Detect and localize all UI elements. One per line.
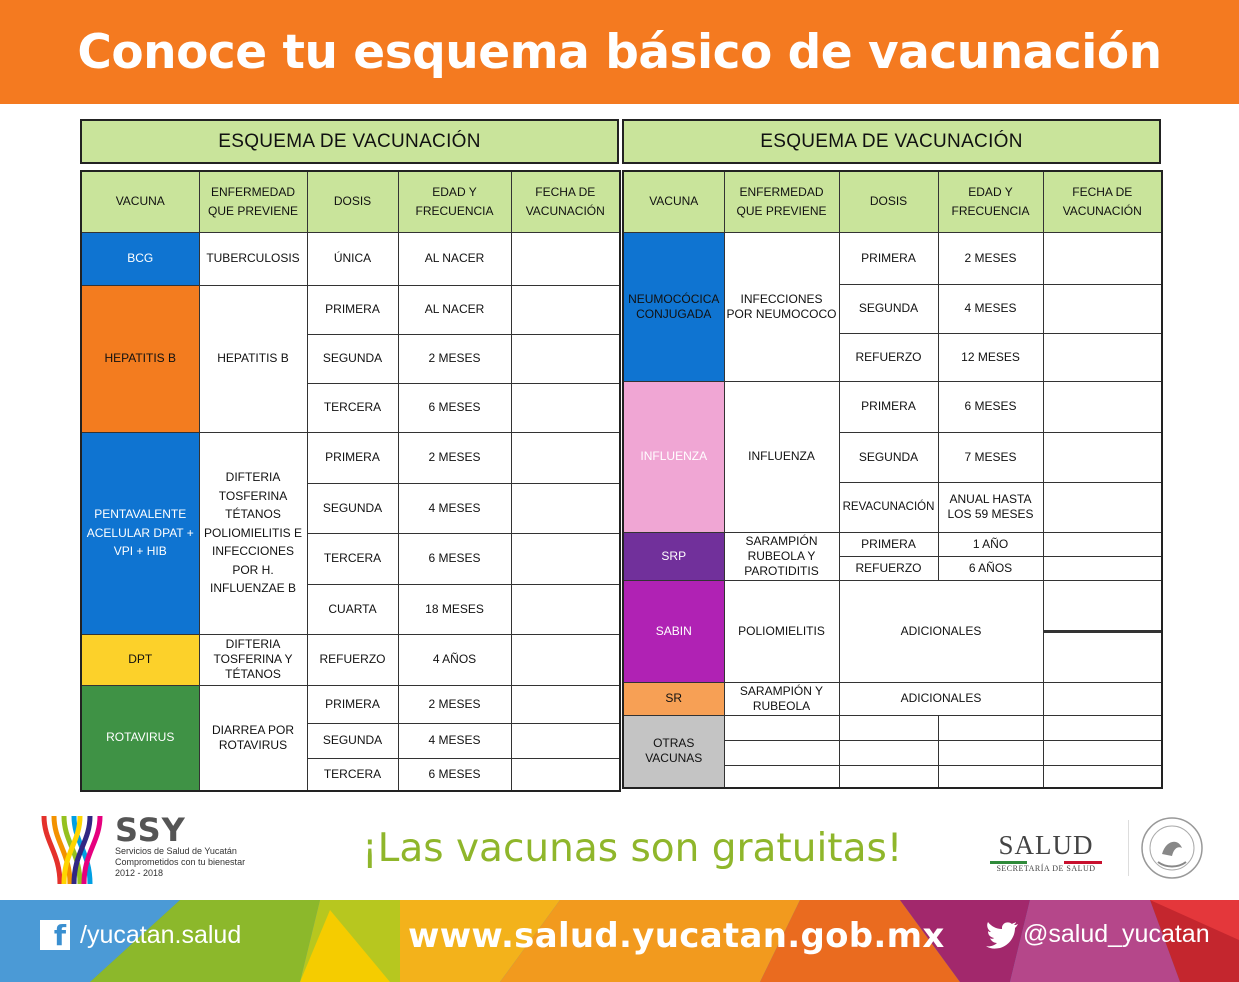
dose-cell: SEGUNDA: [307, 723, 398, 758]
vaccine-name: BCG: [81, 232, 199, 285]
disease-name: SARAMPIÓN Y RUBEOLA: [724, 682, 839, 715]
age-cell[interactable]: [938, 740, 1043, 765]
vaccine-name: SR: [623, 682, 724, 715]
age-cell: 6 MESES: [398, 383, 511, 432]
date-cell[interactable]: [511, 758, 620, 791]
disease-cell[interactable]: [724, 765, 839, 788]
table-header-row: [81, 171, 620, 232]
date-cell[interactable]: [1043, 284, 1162, 333]
table-row: [623, 232, 1162, 284]
disease-name: INFECCIONES POR NEUMOCOCO: [724, 232, 839, 381]
dose-cell: REFUERZO: [839, 333, 938, 381]
mexico-seal-icon: [1128, 810, 1204, 886]
ssy-years: 2012 - 2018: [115, 867, 164, 878]
vaccine-name: INFLUENZA: [623, 381, 724, 532]
table-row: [81, 432, 620, 483]
facebook-icon: f: [40, 920, 70, 950]
age-cell: 6 MESES: [938, 381, 1043, 432]
footer-logos: [0, 800, 1239, 900]
dose-cell: SEGUNDA: [839, 284, 938, 333]
age-cell: 4 MESES: [938, 284, 1043, 333]
age-cell: 7 MESES: [938, 432, 1043, 482]
col-fecha: FECHA DE VACUNACIÓN: [1043, 171, 1162, 232]
dose-cell: SEGUNDA: [839, 432, 938, 482]
salud-subtitle: SECRETARÍA DE SALUD: [996, 864, 1096, 873]
vaccine-name: SABIN: [623, 580, 724, 682]
vaccine-name: PENTAVALENTE ACELULAR DPAT + VPI + HIB: [81, 432, 199, 634]
dose-cell: TERCERA: [307, 758, 398, 791]
col-dosis: DOSIS: [307, 171, 398, 232]
disease-cell[interactable]: [724, 740, 839, 765]
dose-cell: REFUERZO: [839, 556, 938, 580]
ssy-text: [115, 811, 246, 878]
age-cell: 2 MESES: [938, 232, 1043, 284]
date-cell[interactable]: [511, 383, 620, 432]
age-cell[interactable]: [938, 715, 1043, 740]
age-cell: AL NACER: [398, 285, 511, 334]
col-vacuna: VACUNA: [81, 171, 199, 232]
date-cell[interactable]: [511, 685, 620, 723]
table-row: [81, 634, 620, 685]
date-cell[interactable]: [1043, 432, 1162, 482]
date-cell[interactable]: [1043, 715, 1162, 740]
dose-cell: ADICIONALES: [839, 580, 1043, 682]
date-cell[interactable]: [511, 723, 620, 758]
slogan: ¡Las vacunas son gratuitas!: [362, 826, 903, 871]
date-cell[interactable]: [511, 634, 620, 685]
dose-cell: PRIMERA: [839, 381, 938, 432]
dose-cell: REFUERZO: [307, 634, 398, 685]
dose-cell: PRIMERA: [839, 232, 938, 284]
dose-cell: PRIMERA: [307, 432, 398, 483]
vaccine-name: OTRAS VACUNAS: [623, 715, 724, 788]
age-cell: 18 MESES: [398, 584, 511, 634]
dose-cell[interactable]: [839, 765, 938, 788]
ssy-logo-icon: [40, 812, 104, 888]
salud-logo: [990, 830, 1102, 873]
disease-name: DIFTERIA TOSFERINA TÉTANOS POLIOMIELITIS E INFECCIONES POR H. INFLUENZAE B: [199, 432, 307, 634]
ssy-abbr: SSY: [115, 811, 186, 849]
salud-title: SALUD: [998, 830, 1094, 860]
table-row: [81, 685, 620, 723]
date-cell[interactable]: [1043, 482, 1162, 532]
vaccine-name: HEPATITIS B: [81, 285, 199, 432]
age-cell: 4 AÑOS: [398, 634, 511, 685]
age-cell: 4 MESES: [398, 483, 511, 533]
age-cell: 4 MESES: [398, 723, 511, 758]
age-cell: 1 AÑO: [938, 532, 1043, 556]
vaccine-name: ROTAVIRUS: [81, 685, 199, 791]
twitter-link[interactable]: [985, 920, 1210, 949]
right-section-header: ESQUEMA DE VACUNACIÓN: [622, 119, 1161, 164]
dose-cell: REVACUNACIÓN: [839, 482, 938, 532]
age-cell: ANUAL HASTA LOS 59 MESES: [938, 482, 1043, 532]
disease-cell[interactable]: [724, 715, 839, 740]
left-section-header: ESQUEMA DE VACUNACIÓN: [80, 119, 619, 164]
vaccine-name: NEUMOCÓCICA CONJUGADA: [623, 232, 724, 381]
date-cell[interactable]: [1043, 381, 1162, 432]
dose-cell: SEGUNDA: [307, 334, 398, 383]
age-cell: 6 MESES: [398, 533, 511, 584]
dose-cell: PRIMERA: [839, 532, 938, 556]
col-dosis: DOSIS: [839, 171, 938, 232]
table-row: [623, 580, 1162, 682]
date-cell[interactable]: [1043, 232, 1162, 284]
col-enfermedad: ENFERMEDAD QUE PREVIENE: [199, 171, 307, 232]
age-cell: 2 MESES: [398, 432, 511, 483]
website-link[interactable]: www.salud.yucatan.gob.mx: [408, 916, 945, 956]
date-cell[interactable]: [511, 584, 620, 634]
dose-cell: ADICIONALES: [839, 682, 1043, 715]
col-enfermedad: ENFERMEDAD QUE PREVIENE: [724, 171, 839, 232]
facebook-handle: /yucatan.salud: [80, 920, 242, 949]
twitter-handle: @salud_yucatan: [1023, 920, 1210, 948]
date-cell[interactable]: [511, 232, 620, 285]
twitter-icon: [985, 921, 1019, 949]
table-row: [81, 285, 620, 334]
col-edad: EDAD Y FRECUENCIA: [938, 171, 1043, 232]
date-cell[interactable]: [511, 285, 620, 334]
disease-name: HEPATITIS B: [199, 285, 307, 432]
col-edad: EDAD Y FRECUENCIA: [398, 171, 511, 232]
age-cell[interactable]: [938, 765, 1043, 788]
ssy-name: Servicios de Salud de Yucatán: [115, 846, 237, 856]
date-cell[interactable]: [1043, 740, 1162, 765]
disease-name: POLIOMIELITIS: [724, 580, 839, 682]
vaccine-name: DPT: [81, 634, 199, 685]
table-row: [81, 232, 620, 285]
dose-cell: TERCERA: [307, 383, 398, 432]
date-cell[interactable]: [1043, 765, 1162, 788]
dose-cell[interactable]: [839, 715, 938, 740]
age-cell: 12 MESES: [938, 333, 1043, 381]
date-cell[interactable]: [1043, 556, 1162, 580]
age-cell: 2 MESES: [398, 334, 511, 383]
dose-cell: ÚNICA: [307, 232, 398, 285]
date-cell[interactable]: [1043, 532, 1162, 556]
date-cell[interactable]: [511, 533, 620, 584]
disease-name: DIARREA POR ROTAVIRUS: [199, 685, 307, 791]
table-header-row: [623, 171, 1162, 232]
date-cell[interactable]: [1043, 580, 1162, 682]
social-bar: [0, 900, 1239, 982]
table-row: [623, 381, 1162, 432]
col-fecha: FECHA DE VACUNACIÓN: [511, 171, 620, 232]
dose-cell: SEGUNDA: [307, 483, 398, 533]
date-cell[interactable]: [1043, 333, 1162, 381]
date-cell[interactable]: [511, 432, 620, 483]
date-cell[interactable]: [511, 334, 620, 383]
disease-name: INFLUENZA: [724, 381, 839, 532]
left-vaccination-table: [80, 170, 621, 792]
disease-name: TUBERCULOSIS: [199, 232, 307, 285]
date-cell[interactable]: [1043, 682, 1162, 715]
right-vaccination-table: [622, 170, 1163, 789]
facebook-link[interactable]: [40, 920, 241, 950]
dose-cell[interactable]: [839, 740, 938, 765]
vaccine-name: SRP: [623, 532, 724, 580]
age-cell: 6 AÑOS: [938, 556, 1043, 580]
table-row: [623, 682, 1162, 715]
page-title: Conoce tu esquema básico de vacunación: [77, 24, 1162, 80]
dose-cell: PRIMERA: [307, 685, 398, 723]
dose-cell: TERCERA: [307, 533, 398, 584]
title-banner: [0, 0, 1239, 104]
age-cell: AL NACER: [398, 232, 511, 285]
disease-name: DIFTERIA TOSFERINA Y TÉTANOS: [199, 634, 307, 685]
age-cell: 2 MESES: [398, 685, 511, 723]
dose-cell: PRIMERA: [307, 285, 398, 334]
table-row: [623, 715, 1162, 740]
ssy-tagline: Comprometidos con tu bienestar: [115, 856, 246, 867]
date-cell[interactable]: [511, 483, 620, 533]
disease-name: SARAMPIÓN RUBEOLA Y PAROTIDITIS: [724, 532, 839, 580]
col-vacuna: VACUNA: [623, 171, 724, 232]
age-cell: 6 MESES: [398, 758, 511, 791]
table-row: [623, 532, 1162, 556]
dose-cell: CUARTA: [307, 584, 398, 634]
